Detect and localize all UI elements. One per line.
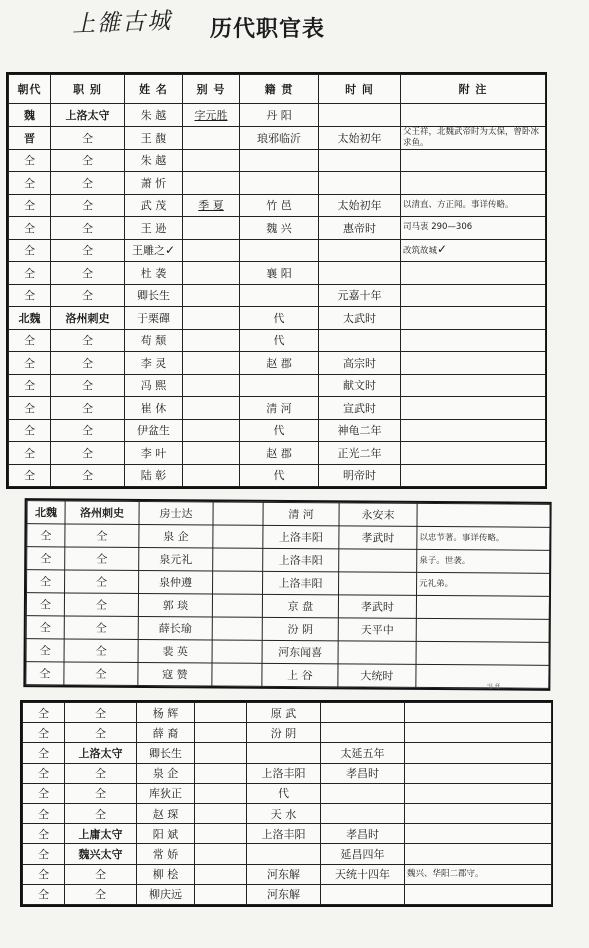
col-header-origin: 籍 贯 [240, 75, 319, 104]
office-cell: 上洛太守 [51, 104, 125, 127]
table-row [23, 743, 552, 763]
alias-cell [183, 149, 240, 172]
table-row [23, 783, 552, 803]
check-mark-icon: ✓ [437, 241, 448, 256]
origin-cell: 赵 郡 [240, 442, 319, 465]
alias-cell [195, 743, 247, 763]
alias-cell [195, 783, 247, 803]
dynasty-cell: 仝 [9, 262, 51, 285]
office-cell: 仝 [51, 419, 125, 442]
table-row [9, 307, 546, 330]
office-cell: 仝 [51, 239, 125, 262]
table-row [9, 172, 546, 195]
notes-cell [401, 104, 546, 127]
office-cell: 仝 [51, 172, 125, 195]
origin-cell: 魏 兴 [240, 217, 319, 240]
officials-table-sheet-1 [6, 72, 547, 489]
dynasty-cell: 仝 [23, 844, 65, 864]
scan-artifact: 'll ff [487, 683, 500, 691]
table-row [9, 352, 546, 375]
name-cell: 杨 辉 [137, 703, 195, 723]
time-cell [321, 803, 405, 823]
notes-cell [401, 329, 546, 352]
table-row [9, 262, 546, 285]
table-row [23, 703, 552, 723]
time-cell: 太武时 [319, 307, 401, 330]
dynasty-cell: 仝 [26, 639, 64, 662]
office-cell: 仝 [65, 783, 137, 803]
notes-cell [405, 763, 552, 783]
time-cell [319, 104, 401, 127]
office-cell: 洛州刺史 [51, 307, 125, 330]
table-row [9, 149, 546, 172]
handwritten-title: 上雒古城 [71, 8, 173, 38]
alias-cell [183, 239, 240, 262]
alias-cell [195, 803, 247, 823]
notes-cell [405, 844, 552, 864]
table-row [9, 217, 546, 240]
notes-cell: 以清直、方正闻。事详传略。 [401, 194, 546, 217]
office-cell: 仝 [51, 262, 125, 285]
time-cell: 元嘉十年 [319, 284, 401, 307]
dynasty-cell: 仝 [23, 743, 65, 763]
office-cell: 仝 [51, 442, 125, 465]
office-cell: 仝 [65, 547, 139, 571]
table-row [9, 464, 546, 487]
origin-cell: 赵 郡 [240, 352, 319, 375]
table-row [9, 329, 546, 352]
name-cell: 裴 英 [138, 639, 212, 663]
col-header-office: 职 别 [51, 75, 125, 104]
time-cell: 永安末 [339, 503, 417, 527]
office-cell: 仝 [64, 593, 138, 617]
office-cell: 仝 [64, 639, 138, 663]
dynasty-cell: 仝 [23, 864, 65, 884]
name-cell: 冯 熙 [125, 374, 183, 397]
col-header-time: 时 间 [319, 75, 401, 104]
name-cell: 武 茂 [125, 194, 183, 217]
dynasty-cell: 仝 [26, 662, 64, 685]
time-cell [319, 149, 401, 172]
dynasty-cell: 仝 [27, 547, 65, 570]
notes-cell [401, 352, 546, 375]
time-cell: 太始初年 [319, 126, 401, 149]
origin-cell: 丹 阳 [240, 104, 319, 127]
dynasty-cell: 仝 [23, 783, 65, 803]
alias-cell [195, 703, 247, 723]
table-row [9, 397, 546, 420]
office-cell: 仝 [65, 884, 137, 904]
table-row [9, 284, 546, 307]
table-row [23, 723, 552, 743]
table-row [23, 844, 552, 864]
time-cell [319, 172, 401, 195]
name-cell: 泉 企 [137, 763, 195, 783]
office-cell: 仝 [64, 662, 138, 686]
time-cell: 宣武时 [319, 397, 401, 420]
origin-cell: 上洛丰阳 [247, 763, 321, 783]
origin-cell: 清 河 [263, 502, 339, 526]
office-cell: 仝 [65, 703, 137, 723]
office-cell: 仝 [65, 570, 139, 594]
table-row [9, 104, 546, 127]
table-row [23, 864, 552, 884]
origin-cell [247, 844, 321, 864]
name-cell: 房士达 [139, 501, 213, 525]
dynasty-cell: 仝 [9, 217, 51, 240]
origin-cell: 汾 阴 [247, 723, 321, 743]
name-cell: 李 叶 [125, 442, 183, 465]
name-cell: 苟 颓 [125, 329, 183, 352]
origin-cell: 代 [240, 329, 319, 352]
origin-cell: 代 [240, 419, 319, 442]
alias-cell [183, 329, 240, 352]
name-cell: 卿长生 [125, 284, 183, 307]
officials-table-sheet-2 [23, 498, 551, 691]
notes-cell [417, 503, 550, 527]
origin-cell: 河东闻喜 [262, 640, 338, 664]
notes-cell [401, 464, 546, 487]
time-cell: 孝昌时 [321, 824, 405, 844]
dynasty-cell: 仝 [9, 374, 51, 397]
notes-cell [401, 442, 546, 465]
alias-cell [213, 548, 263, 571]
name-cell: 薛长瑜 [138, 616, 212, 640]
notes-cell [401, 374, 546, 397]
name-cell: 郭 琰 [138, 593, 212, 617]
origin-cell: 上洛丰阳 [247, 824, 321, 844]
alias-cell [183, 419, 240, 442]
origin-cell: 琅邪临沂 [240, 126, 319, 149]
office-cell: 仝 [51, 126, 125, 149]
alias-cell [183, 442, 240, 465]
origin-cell: 汾 阴 [262, 617, 338, 641]
name-cell: 库狄正 [137, 783, 195, 803]
alias-cell [212, 617, 262, 640]
origin-cell: 代 [240, 307, 319, 330]
name-cell: 王 馥 [125, 126, 183, 149]
time-cell: 献文时 [319, 374, 401, 397]
check-mark-icon: ✓ [164, 243, 176, 258]
name-cell: 萧 忻 [125, 172, 183, 195]
notes-cell [405, 824, 552, 844]
time-cell [321, 884, 405, 904]
origin-cell: 襄 阳 [240, 262, 319, 285]
office-cell: 仝 [65, 864, 137, 884]
office-cell: 洛州刺史 [65, 501, 139, 525]
origin-cell [240, 284, 319, 307]
name-cell: 泉元礼 [139, 547, 213, 571]
alias-cell [183, 352, 240, 375]
time-cell [319, 262, 401, 285]
time-cell: 天平中 [338, 618, 416, 642]
origin-cell: 清 河 [240, 397, 319, 420]
name-cell: 朱 越 [125, 104, 183, 127]
origin-cell: 京 盘 [262, 594, 338, 618]
table-row [9, 442, 546, 465]
col-header-notes: 附 注 [401, 75, 546, 104]
time-cell: 正光二年 [319, 442, 401, 465]
dynasty-cell: 仝 [23, 723, 65, 743]
name-cell: 朱 越 [125, 149, 183, 172]
office-cell: 上庸太守 [65, 824, 137, 844]
notes-cell [401, 307, 546, 330]
time-cell: 孝武时 [339, 526, 417, 550]
dynasty-cell: 仝 [9, 442, 51, 465]
dynasty-cell: 北魏 [9, 307, 51, 330]
notes-cell [405, 703, 552, 723]
origin-cell: 竹 邑 [240, 194, 319, 217]
dynasty-cell: 魏 [9, 104, 51, 127]
notes-cell: 父王祥，北魏武帝时为太保，曾卧冰求鱼。 [401, 126, 546, 149]
officials-table [25, 500, 550, 689]
alias-cell [212, 640, 262, 663]
dynasty-cell: 仝 [9, 329, 51, 352]
notes-cell: 泉子。世袭。 [417, 549, 550, 573]
name-cell: 泉仲遵 [139, 570, 213, 594]
time-cell: 孝昌时 [321, 763, 405, 783]
time-cell: 延昌四年 [321, 844, 405, 864]
office-cell: 仝 [65, 524, 139, 548]
dynasty-cell: 仝 [9, 149, 51, 172]
notes-cell: 司马衷 290—306 [401, 217, 546, 240]
dynasty-cell: 仝 [27, 524, 65, 547]
office-cell: 仝 [51, 464, 125, 487]
name-cell: 薛 裔 [137, 723, 195, 743]
notes-cell [405, 723, 552, 743]
name-cell: 卿长生 [137, 743, 195, 763]
notes-cell [401, 397, 546, 420]
origin-cell: 天 水 [247, 803, 321, 823]
office-cell: 仝 [51, 374, 125, 397]
time-cell: 孝武时 [338, 595, 416, 619]
table-header-row [9, 75, 546, 104]
alias-cell [213, 525, 263, 548]
time-cell: 太延五年 [321, 743, 405, 763]
office-cell: 仝 [51, 217, 125, 240]
time-cell: 高宗时 [319, 352, 401, 375]
time-cell: 太始初年 [319, 194, 401, 217]
dynasty-cell: 仝 [9, 172, 51, 195]
officials-table-sheet-3 [20, 700, 553, 907]
dynasty-cell: 仝 [9, 397, 51, 420]
time-cell [339, 549, 417, 573]
time-cell: 大统时 [338, 664, 416, 688]
office-cell: 仝 [65, 763, 137, 783]
alias-cell [183, 307, 240, 330]
table-row [9, 239, 546, 262]
time-cell [338, 572, 416, 596]
origin-cell [247, 743, 321, 763]
dynasty-cell: 仝 [9, 284, 51, 307]
origin-cell: 上洛丰阳 [263, 548, 339, 572]
alias-cell: 季 夏 [183, 194, 240, 217]
table-row [23, 824, 552, 844]
table-row [9, 419, 546, 442]
origin-cell [240, 374, 319, 397]
office-cell: 仝 [51, 194, 125, 217]
origin-cell [240, 239, 319, 262]
office-cell: 仝 [51, 329, 125, 352]
table-row [9, 374, 546, 397]
alias-cell [195, 763, 247, 783]
table-row [23, 884, 552, 904]
alias-cell [195, 824, 247, 844]
notes-cell [401, 262, 546, 285]
table-row [23, 803, 552, 823]
office-cell: 魏兴太守 [65, 844, 137, 864]
name-cell: 王 逊 [125, 217, 183, 240]
alias-cell [183, 217, 240, 240]
origin-cell: 原 武 [247, 703, 321, 723]
alias-cell [183, 284, 240, 307]
notes-cell: 改筑故城✓ [401, 239, 546, 262]
page-title: 历代职官表 [210, 17, 326, 42]
origin-cell: 上洛丰阳 [263, 525, 339, 549]
alias-cell [183, 397, 240, 420]
origin-cell: 上洛丰阳 [263, 571, 339, 595]
notes-cell: 以忠节著。事详传略。 [417, 526, 550, 550]
alias-cell [195, 844, 247, 864]
alias-cell [195, 884, 247, 904]
table-row [9, 126, 546, 149]
dynasty-cell: 仝 [23, 884, 65, 904]
officials-table [8, 74, 546, 487]
name-cell: 泉 企 [139, 524, 213, 548]
office-cell: 仝 [51, 284, 125, 307]
notes-cell [416, 618, 549, 642]
dynasty-cell: 仝 [23, 824, 65, 844]
dynasty-cell: 仝 [9, 352, 51, 375]
notes-cell [416, 641, 549, 665]
time-cell [321, 703, 405, 723]
origin-cell: 代 [247, 783, 321, 803]
name-cell: 杜 袭 [125, 262, 183, 285]
name-cell: 常 娇 [137, 844, 195, 864]
dynasty-cell: 仝 [23, 763, 65, 783]
name-cell: 伊盆生 [125, 419, 183, 442]
alias-cell [212, 663, 262, 686]
office-cell: 仝 [65, 803, 137, 823]
notes-cell [405, 803, 552, 823]
time-cell: 天统十四年 [321, 864, 405, 884]
dynasty-cell: 仝 [26, 616, 64, 639]
officials-table [22, 702, 552, 905]
notes-cell [416, 664, 549, 688]
alias-cell [213, 571, 263, 594]
dynasty-cell: 仝 [23, 703, 65, 723]
office-cell: 仝 [51, 352, 125, 375]
alias-cell [195, 864, 247, 884]
alias-cell [183, 126, 240, 149]
dynasty-cell: 仝 [9, 239, 51, 262]
name-cell: 王雕之✓ [125, 239, 183, 262]
dynasty-cell: 仝 [9, 419, 51, 442]
name-cell: 寇 赞 [138, 662, 212, 686]
table-row [26, 662, 549, 689]
notes-cell [405, 743, 552, 763]
table-row [23, 763, 552, 783]
notes-cell [405, 884, 552, 904]
col-header-alias: 别 号 [183, 75, 240, 104]
col-header-name: 姓 名 [125, 75, 183, 104]
time-cell [319, 239, 401, 262]
time-cell: 明帝时 [319, 464, 401, 487]
alias-cell [212, 594, 262, 617]
office-cell: 仝 [51, 149, 125, 172]
time-cell: 惠帝时 [319, 217, 401, 240]
name-cell: 柳 桧 [137, 864, 195, 884]
office-cell: 上洛太守 [65, 743, 137, 763]
notes-cell [401, 149, 546, 172]
dynasty-cell: 晋 [9, 126, 51, 149]
alias-cell [195, 723, 247, 743]
time-cell: 神龟二年 [319, 419, 401, 442]
origin-cell [240, 172, 319, 195]
time-cell [321, 783, 405, 803]
col-header-dynasty: 朝代 [9, 75, 51, 104]
page-header [0, 0, 589, 60]
origin-cell: 代 [240, 464, 319, 487]
dynasty-cell: 北魏 [27, 501, 65, 524]
office-cell: 仝 [65, 723, 137, 743]
table-row [9, 194, 546, 217]
origin-cell: 上 谷 [262, 663, 338, 687]
name-cell: 赵 琛 [137, 803, 195, 823]
alias-cell [183, 464, 240, 487]
dynasty-cell: 仝 [9, 194, 51, 217]
name-cell: 阳 斌 [137, 824, 195, 844]
alias-cell [213, 502, 263, 525]
dynasty-cell: 仝 [23, 803, 65, 823]
notes-cell [401, 284, 546, 307]
name-cell: 陆 彰 [125, 464, 183, 487]
alias-cell [183, 172, 240, 195]
name-cell: 李 灵 [125, 352, 183, 375]
time-cell [321, 723, 405, 743]
name-cell: 于栗磾 [125, 307, 183, 330]
alias-cell [183, 262, 240, 285]
notes-cell [401, 172, 546, 195]
dynasty-cell: 仝 [27, 570, 65, 593]
origin-cell: 河东解 [247, 864, 321, 884]
name-cell: 柳庆远 [137, 884, 195, 904]
notes-cell: 元礼弟。 [416, 572, 549, 596]
notes-cell [416, 595, 549, 619]
dynasty-cell: 仝 [9, 464, 51, 487]
origin-cell: 河东解 [247, 884, 321, 904]
office-cell: 仝 [51, 397, 125, 420]
alias-cell: 字元胜 [183, 104, 240, 127]
notes-cell: 魏兴、华阳二郡守。 [405, 864, 552, 884]
dynasty-cell: 仝 [26, 593, 64, 616]
office-cell: 仝 [64, 616, 138, 640]
notes-cell [405, 783, 552, 803]
notes-cell [401, 419, 546, 442]
time-cell [319, 329, 401, 352]
origin-cell [240, 149, 319, 172]
alias-cell [183, 374, 240, 397]
name-cell: 崔 休 [125, 397, 183, 420]
time-cell [338, 641, 416, 665]
